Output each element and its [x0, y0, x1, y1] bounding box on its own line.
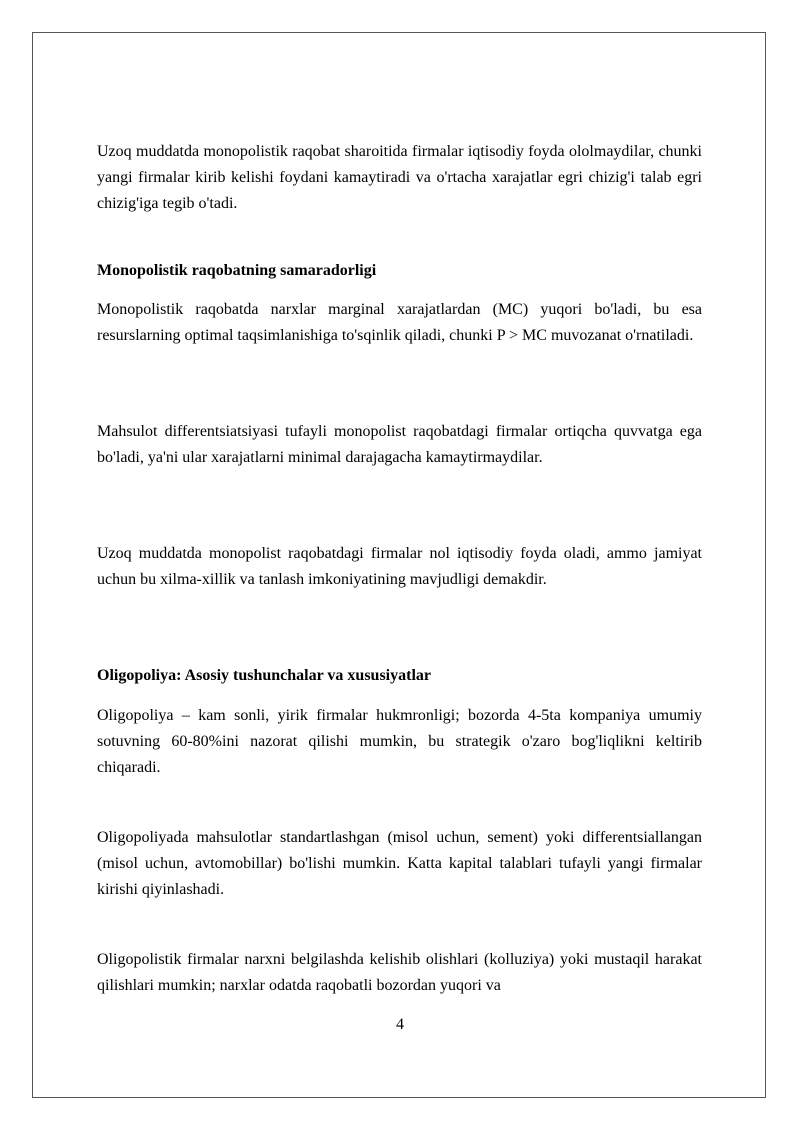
paragraph-oligopoly-definition: Oligopoliya – kam sonli, yirik firmalar hukmronligi; bozorda 4-5ta kompaniya umumiy sotuvning 60-80%ini nazorat qilishi mumkin, bu strategik o'zaro bog'liqlikni keltirib chiqaradi. [97, 707, 702, 776]
paragraph-oligopoly-pricing: Oligopolistik firmalar narxni belgilashda kelishib olishlari (kolluziya) yoki mustaqil harakat qilishlari mumkin; narxlar odatda raqobatli bozordan yuqori va [97, 951, 702, 994]
paragraph-zero-profit-variety: Uzoq muddatda monopolist raqobatdagi firmalar nol iqtisodiy foyda oladi, ammo jamiyat uchun bu xilma-xillik va tanlash imkoniyatining mavjudligi demakdir. [97, 545, 702, 588]
paragraph-long-run-profit: Uzoq muddatda monopolistik raqobat sharoitida firmalar iqtisodiy foyda ololmaydilar, chunki yangi firmalar kirib kelishi foydani kamaytiradi va o'rtacha xarajatlar egri chizig'i talab egri chizig'iga tegib o'tadi. [97, 143, 702, 212]
paragraph-excess-capacity: Mahsulot differentsiatsiyasi tufayli monopolist raqobatdagi firmalar ortiqcha quvvatga ega bo'ladi, ya'ni ular xarajatlarni minimal darajagacha kamaytirmaydilar. [97, 423, 702, 466]
paragraph-oligopoly-products: Oligopoliyada mahsulotlar standartlashgan (misol uchun, sement) yoki differentsiallangan (misol uchun, avtomobillar) bo'lishi mumkin. Katta kapital talablari tufayli yangi firmalar kirishi qiyinlashadi. [97, 829, 702, 898]
paragraph-price-above-mc: Monopolistik raqobatda narxlar marginal xarajatlardan (MC) yuqori bo'ladi, bu esa resurslarning optimal taqsimlanishiga to'sqinlik qiladi, chunki P > MC muvozanat o'rnatiladi. [97, 301, 702, 344]
section-heading-oligopoly: Oligopoliya: Asosiy tushunchalar va xususiyatlar [97, 667, 431, 684]
page-number: 4 [396, 1016, 404, 1033]
section-heading-efficiency: Monopolistik raqobatning samaradorligi [97, 262, 377, 279]
